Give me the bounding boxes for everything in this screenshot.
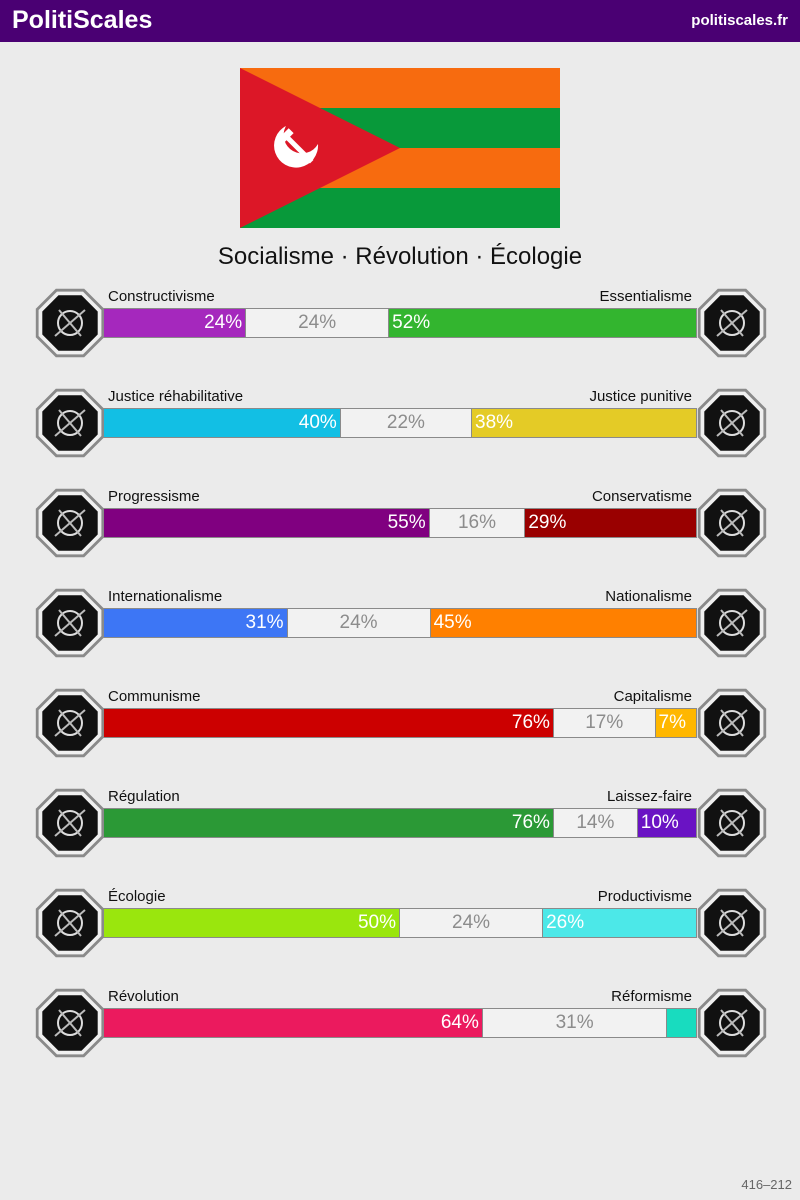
neutral-score-value: 24% <box>452 912 491 933</box>
right-score-fill <box>666 1009 696 1037</box>
axis-score-bar <box>103 1008 697 1038</box>
prison-bars-icon <box>695 386 769 460</box>
rocket-icon <box>33 486 107 560</box>
right-score-value: 7% <box>658 712 687 733</box>
axis-right-label: Essentialisme <box>599 288 692 305</box>
axis-right-label: Conservatisme <box>591 488 692 505</box>
axis-score-bar <box>103 308 697 338</box>
axis-left-label: Communisme <box>108 688 201 705</box>
app-logo[interactable]: PolitiScales <box>12 5 153 34</box>
flag-icon <box>695 586 769 660</box>
ruler-icon <box>33 786 107 860</box>
header-bar <box>0 0 800 42</box>
axis-row <box>0 586 800 662</box>
right-score-value: 26% <box>546 912 585 933</box>
axis-left-label: Écologie <box>108 888 166 905</box>
axis-row <box>0 386 800 462</box>
axis-left-label: Régulation <box>108 788 180 805</box>
axis-right-label: Réformisme <box>611 988 692 1005</box>
fist-icon <box>33 986 107 1060</box>
axis-right-label: Justice punitive <box>589 388 692 405</box>
quill-icon <box>695 486 769 560</box>
axis-left-label: Internationalisme <box>108 588 223 605</box>
axis-score-bar <box>103 508 697 538</box>
right-score-value: 52% <box>392 312 431 333</box>
neutral-score-value: 31% <box>555 1012 594 1033</box>
left-score-value: 55% <box>387 512 426 533</box>
right-score-value: 29% <box>528 512 567 533</box>
axis-right-label: Productivisme <box>597 888 692 905</box>
neutral-score-value: 24% <box>339 612 378 633</box>
neutral-score-value: 22% <box>386 412 425 433</box>
left-score-fill <box>104 1009 483 1037</box>
neutral-score-value: 16% <box>457 512 496 533</box>
axis-left-label: Révolution <box>108 988 179 1005</box>
score-code: 416–212 <box>741 1177 792 1192</box>
left-score-value: 24% <box>204 312 243 333</box>
axis-row <box>0 786 800 862</box>
right-score-fill <box>388 309 696 337</box>
seedling-icon <box>33 886 107 960</box>
hammer-sickle-icon <box>33 686 107 760</box>
axis-row <box>0 986 800 1062</box>
left-score-value: 76% <box>511 812 550 833</box>
axis-score-bar <box>103 608 697 638</box>
result-flag <box>240 68 560 228</box>
axis-left-label: Constructivisme <box>108 288 215 305</box>
neutral-score-value: 14% <box>576 812 615 833</box>
axis-score-bar <box>103 408 697 438</box>
axis-score-bar <box>103 808 697 838</box>
right-score-value: 45% <box>433 612 472 633</box>
butterfly-icon <box>695 786 769 860</box>
axis-row <box>0 886 800 962</box>
left-score-value: 31% <box>245 612 284 633</box>
left-score-fill <box>104 509 430 537</box>
axis-right-label: Capitalisme <box>613 688 692 705</box>
left-score-value: 40% <box>298 412 337 433</box>
left-score-value: 64% <box>440 1012 479 1033</box>
handshake-icon <box>33 386 107 460</box>
axis-left-label: Progressisme <box>108 488 200 505</box>
left-score-fill <box>104 909 400 937</box>
axis-score-bar <box>103 708 697 738</box>
dna-flower-icon <box>695 286 769 360</box>
gear-icon <box>695 886 769 960</box>
left-score-value: 50% <box>357 912 396 933</box>
left-score-fill <box>104 709 554 737</box>
site-link[interactable]: politiscales.fr <box>691 11 788 29</box>
axis-row <box>0 286 800 362</box>
parliament-icon <box>695 986 769 1060</box>
eye-icon <box>33 286 107 360</box>
axis-right-label: Laissez-faire <box>606 788 692 805</box>
left-score-fill <box>104 809 554 837</box>
right-score-value: 10% <box>640 812 679 833</box>
axis-score-bar <box>103 908 697 938</box>
right-score-value: 38% <box>475 412 514 433</box>
slogan: Socialisme · Révolution · Écologie <box>217 243 583 270</box>
neutral-score-value: 24% <box>298 312 337 333</box>
axis-left-label: Justice réhabilitative <box>108 388 244 405</box>
axis-row <box>0 486 800 562</box>
neutral-score-value: 17% <box>585 712 624 733</box>
axis-right-label: Nationalisme <box>605 588 692 605</box>
left-score-value: 76% <box>511 712 550 733</box>
money-bag-icon <box>695 686 769 760</box>
axis-row <box>0 686 800 762</box>
globe-icon <box>33 586 107 660</box>
